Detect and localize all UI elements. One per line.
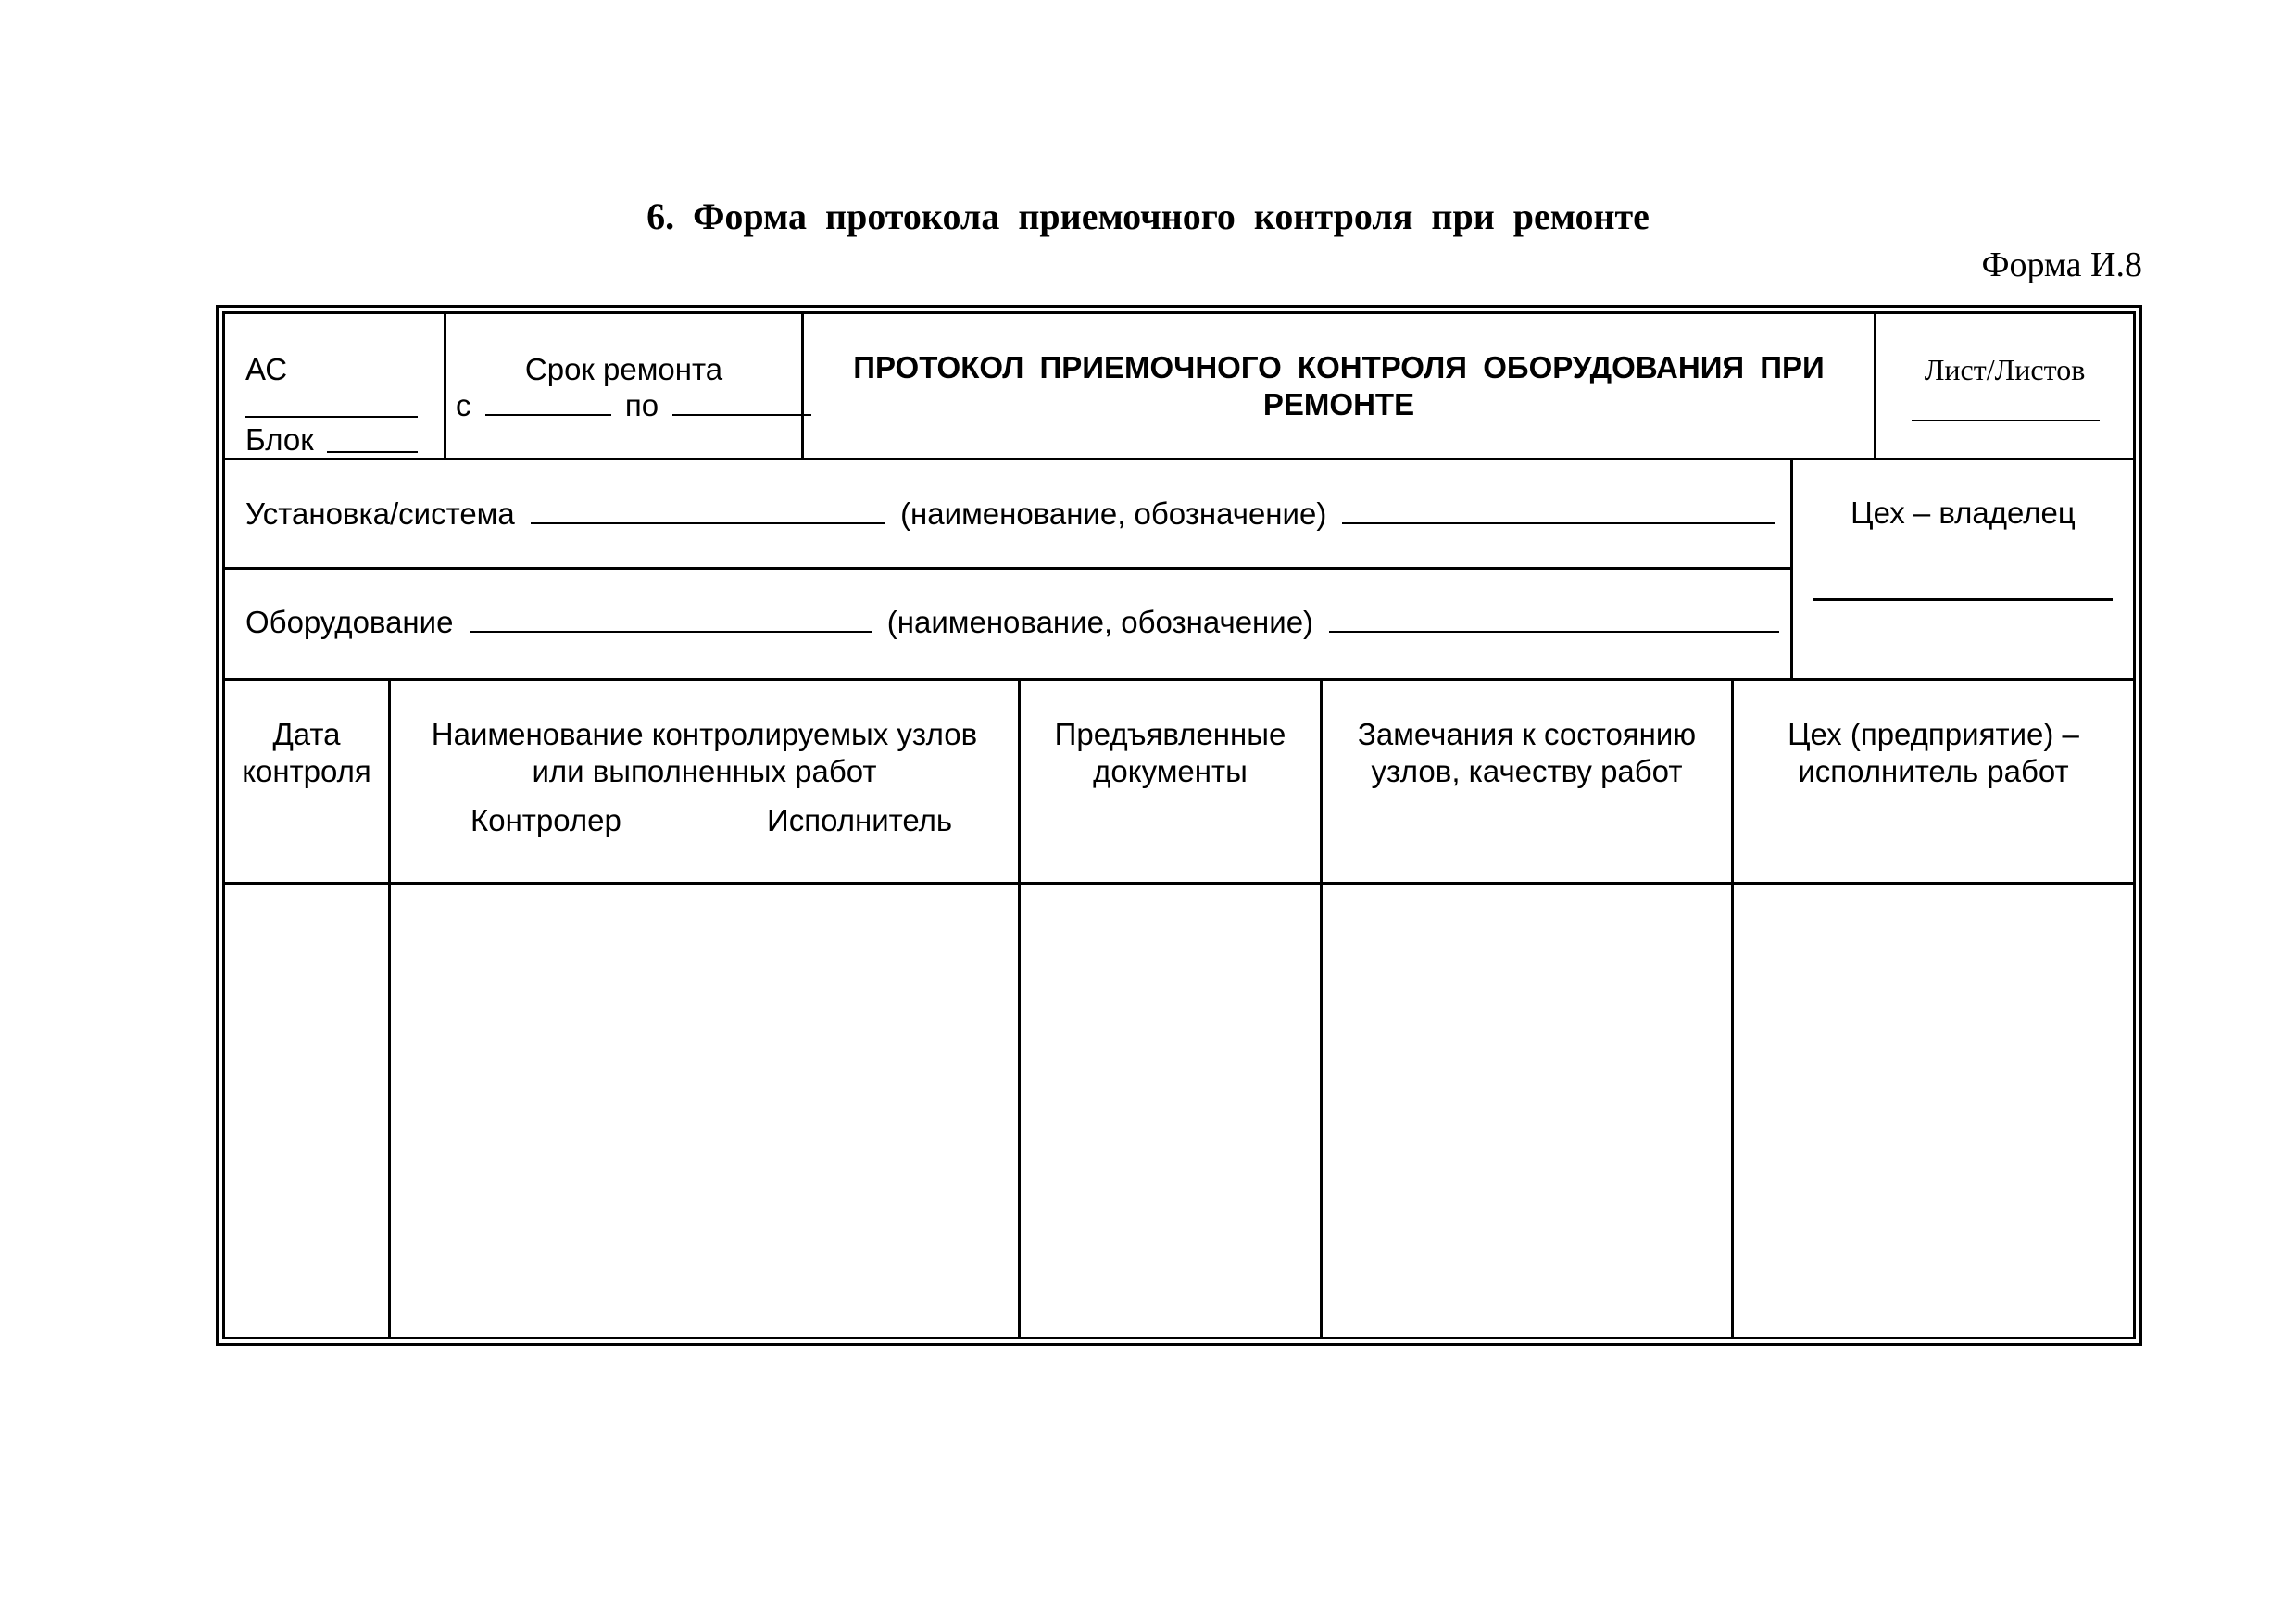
repair-period-fields: [456, 386, 811, 424]
equipment-row: [225, 570, 1790, 681]
installation-line: [245, 495, 1775, 533]
equipment-hint: (наименование, обозначение): [886, 605, 1314, 639]
col-contractor-header: [1731, 681, 2133, 885]
body-date-cell[interactable]: [225, 885, 388, 1337]
equipment-code-field[interactable]: [1329, 603, 1779, 633]
protocol-title: ПРОТОКОЛ ПРИЕМОЧНОГО КОНТРОЛЯ ОБОРУДОВАНИЯ ПРИ РЕМОНТЕ: [853, 350, 1825, 421]
repair-period-cell: [444, 314, 801, 458]
body-remarks-cell[interactable]: [1320, 885, 1731, 1337]
form-inner-frame: [222, 311, 2136, 1339]
page-title: 6. Форма протокола приемочного контроля при ремонте: [646, 195, 1650, 237]
sheet-field[interactable]: [1912, 420, 2100, 421]
sub-executor-label: Исполнитель: [767, 803, 953, 837]
body-docs-cell[interactable]: [1018, 885, 1320, 1337]
col-date-header: [225, 681, 388, 885]
repair-to-field[interactable]: [672, 386, 811, 416]
block-label: Блок: [245, 422, 314, 457]
body-items-cell[interactable]: [388, 885, 1018, 1337]
table-body-row: [225, 882, 2133, 1337]
sheet-label: Лист/Листов: [1924, 353, 2086, 386]
as-block-cell: [225, 314, 444, 458]
as-field[interactable]: [245, 416, 418, 418]
col-docs-label: Предъявленные документы: [1054, 717, 1286, 788]
form-number: Форма И.8: [1981, 245, 2142, 284]
col-items-label: Наименование контролируемых узлов или выполненных работ: [431, 717, 978, 788]
equipment-label: Оборудование: [245, 605, 454, 639]
installation-name-field[interactable]: [531, 495, 885, 524]
to-label: по: [624, 388, 659, 422]
col-docs-header: [1018, 681, 1320, 885]
protocol-title-cell: [801, 314, 1874, 458]
table-header-row: [225, 678, 2133, 885]
header-row: [225, 314, 2133, 458]
col-remarks-header: [1320, 681, 1731, 885]
sub-controller-label: Контролер: [470, 803, 621, 837]
col-date-label: Дата контроля: [242, 717, 371, 788]
sheet-cell: [1874, 314, 2133, 458]
col-remarks-label: Замечания к состоянию узлов, качеству работ: [1357, 717, 1697, 788]
col-contractor-label: Цех (предприятие) – исполнитель работ: [1788, 717, 2079, 788]
installation-label: Установка/система: [245, 496, 515, 531]
from-label: с: [456, 388, 471, 422]
repair-period-label: Срок ремонта: [524, 352, 723, 386]
info-left: [225, 460, 1790, 681]
as-label: АС: [245, 352, 288, 386]
block-field[interactable]: [327, 451, 418, 453]
col-items-header: [388, 681, 1018, 885]
installation-row: [225, 460, 1790, 570]
installation-hint: (наименование, обозначение): [900, 496, 1327, 531]
owner-shop-field[interactable]: [1813, 598, 2113, 601]
info-block: [225, 458, 2133, 681]
installation-code-field[interactable]: [1342, 495, 1775, 524]
body-contractor-cell[interactable]: [1731, 885, 2133, 1337]
equipment-name-field[interactable]: [470, 603, 872, 633]
owner-shop-cell: [1790, 460, 2133, 681]
equipment-line: [245, 603, 1779, 641]
repair-from-field[interactable]: [485, 386, 611, 416]
protocol-form: [216, 305, 2142, 1346]
owner-shop-label: Цех – владелец: [1851, 496, 2076, 530]
